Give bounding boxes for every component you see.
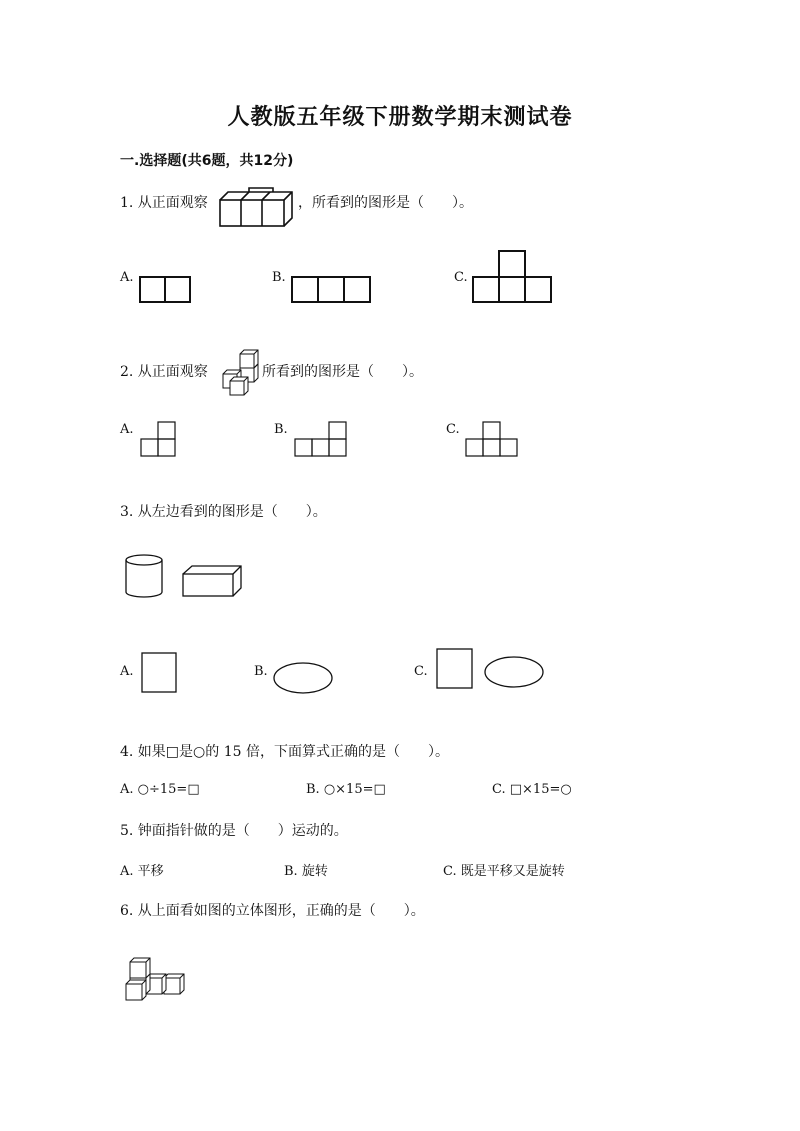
q3-option-a-label[interactable]: A.: [120, 664, 134, 679]
q2-cube-figure: [220, 350, 262, 396]
q4-option-c[interactable]: C. □×15=○: [492, 782, 572, 797]
q5-option-b[interactable]: B. 旋转: [284, 864, 328, 879]
question-2-suffix: 所看到的图形是（ ）。: [262, 364, 423, 380]
q3-cuboid-figure: [182, 565, 244, 599]
q5-option-a[interactable]: A. 平移: [120, 864, 164, 879]
q3-option-a-figure: [141, 652, 179, 694]
q1-option-a-figure: [139, 276, 193, 304]
q1-option-c-figure: [472, 250, 554, 304]
q2-option-a-figure: [140, 420, 178, 458]
q1-option-b-figure: [291, 276, 373, 304]
q1-option-c-label[interactable]: C.: [454, 270, 468, 285]
q3-cylinder-figure: [124, 554, 166, 600]
question-1-suffix: ，所看到的图形是（ ）。: [298, 195, 473, 211]
q3-option-c-label[interactable]: C.: [414, 664, 428, 679]
q2-option-c-figure: [465, 420, 521, 458]
question-6-text: 6. 从上面看如图的立体图形，正确的是（ ）。: [120, 903, 425, 919]
q3-option-b-label[interactable]: B.: [254, 664, 268, 679]
q2-option-c-label[interactable]: C.: [446, 422, 460, 437]
q2-option-b-figure: [294, 420, 350, 458]
q1-option-b-label[interactable]: B.: [272, 270, 286, 285]
q4-option-b[interactable]: B. ○×15=□: [306, 782, 386, 797]
q1-option-a-label[interactable]: A.: [120, 270, 134, 285]
q6-cube-figure: [124, 956, 188, 1002]
q1-cube-figure: [218, 188, 298, 228]
q2-option-a-label[interactable]: A.: [120, 422, 134, 437]
question-2-prefix: 2. 从正面观察: [120, 364, 208, 380]
section-heading: 一.选择题(共6题，共12分): [120, 153, 294, 169]
question-3-text: 3. 从左边看到的图形是（ ）。: [120, 504, 327, 520]
q4-option-a[interactable]: A. ○÷15=□: [120, 782, 200, 797]
q5-option-c[interactable]: C. 既是平移又是旋转: [443, 864, 565, 879]
question-4-text: 4. 如果□是○的 15 倍，下面算式正确的是（ ）。: [120, 744, 449, 760]
question-1-prefix: 1. 从正面观察: [120, 195, 208, 211]
q3-option-c-ellipse-figure: [484, 656, 546, 690]
page-title: 人教版五年级下册数学期末测试卷: [227, 105, 573, 130]
q3-option-b-figure: [273, 662, 335, 696]
q3-option-c-square-figure: [436, 648, 474, 690]
question-5-text: 5. 钟面指针做的是（ ）运动的。: [120, 823, 348, 839]
q2-option-b-label[interactable]: B.: [274, 422, 288, 437]
